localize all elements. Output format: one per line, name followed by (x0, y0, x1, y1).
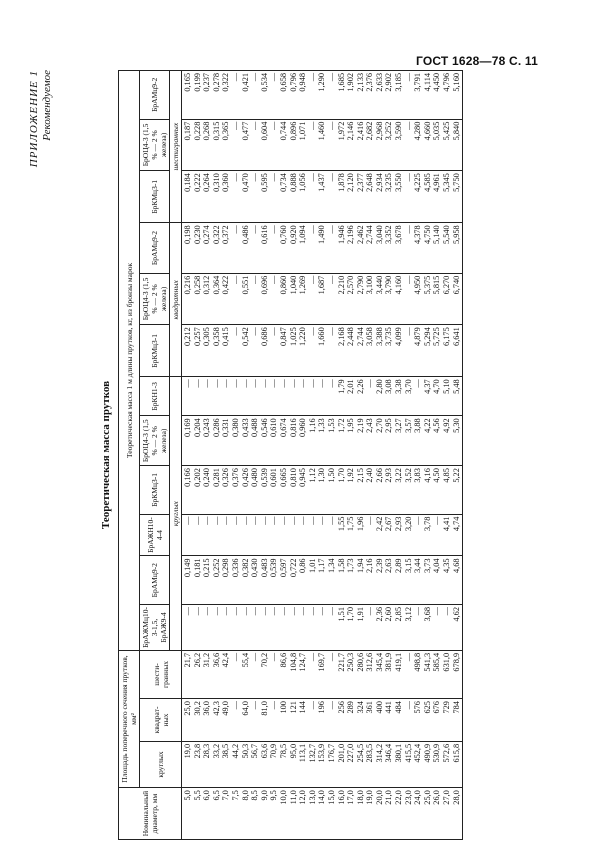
area-hex-header: шести-гранных (140, 650, 182, 698)
table-title: Теоретическая масса прутков (100, 380, 112, 530)
shape-round-header: круглых (170, 377, 182, 651)
mass-column: 0,212 0,257 0,305 0,358 0,415 — 0,542 — 0,686 — 0,847 1,025 1,220 — 1,660 — 2,168 2,448 2,744 3,058 3,388 3,735 4,099 — 4,879 5,294 5,725 6,175 6,641 (182, 325, 463, 377)
appendix-title: ПРИЛОЖЕНИЕ 1 (28, 70, 40, 168)
standard-header: ГОСТ 1628—78 С. 11 (415, 54, 538, 68)
grade-header: БрОЦ4-3 (1,5 % — 2 % железа) (140, 119, 170, 171)
mass-column: 0,184 0,222 0,264 0,310 0,360 — 0,470 — 0,595 — 0,734 0,888 1,056 — 1,437 — 1,878 2,120 2,377 2,648 2,934 3,235 3,550 — 4,225 4,585 4,961 5,345 5,750 (182, 171, 463, 223)
area-round-header: круглых (140, 741, 182, 787)
appendix-label (28, 70, 54, 200)
area-round-column: 19,0 23,8 28,3 33,2 38,5 44,2 50,3 56,7 63,6 70,9 78,5 95,0 113,1 132,7 153,9 176,7 201,0 227,0 254,5 283,5 314,2 346,4 380,1 415,5 452,4 490,9 530,9 572,6 615,8 (182, 741, 463, 787)
grade-header: БрКМц3-1 (140, 171, 170, 223)
area-square-header: квадрат-ных (140, 699, 182, 742)
nominal-diameter-header: Номинальный диаметр, мм (119, 788, 182, 840)
mass-column: 0,149 0,181 0,215 0,252 0,298 0,336 0,382 0,430 0,483 0,539 0,597 0,722 0,86 1,01 1,17 1,34 1,58 1,73 1,94 2,16 2,39 2,63 2,89 3,15 3,44 3,73 4,04 4,35 4,68 (182, 556, 463, 605)
grade-header: БрКН1-3 (140, 377, 170, 416)
grade-header: БрКМц3-1 (140, 325, 170, 377)
grade-header: БрАМц9-2 (140, 556, 170, 605)
mass-column: 0,165 0,199 0,237 0,278 0,322 — 0,421 — 0,534 — 0,658 0,796 0,948 — 1,290 — 1,685 1,902 2,133 2,376 2,633 2,902 3,185 — 3,791 4,114 4,450 4,796 5,160 (182, 71, 463, 120)
grade-header: БрАЖМц10-3-1,5, БрАЖ9-4 (140, 605, 170, 651)
area-square-column: 25,0 30,2 36,0 42,3 49,0 — 64,0 — 81,0 — 100 121 144 — 196 — 256 289 324 361 400 441 484 — 576 625 676 729 784 (182, 699, 463, 742)
mass-column: 0,198 0,230 0,274 0,322 0,372 — 0,486 — 0,616 — 0,760 0,920 1,094 — 1,490 — 1,946 2,196 2,462 2,744 3,040 3,352 3,678 — 4,378 4,750 5,140 5,540 5,958 (182, 223, 463, 273)
mass-column: — — — — — — — — — — — — — — — — 1,55 1,75 1,96 — 2,42 2,67 2,93 3,20 — 3,78 — 4,41 4,74 (182, 514, 463, 556)
grade-header: БрАМц9-2 (140, 71, 170, 120)
mass-group-header: Теоретическая масса 1 м длины прутков, кг, из бронзы марок (119, 71, 140, 651)
diameter-column: 5,0 5,5 6,0 6,5 7,0 7,5 8,0 8,5 9,0 9,5 10,0 11,0 12,0 13,0 14,0 15,0 16,0 17,0 18,0 19,0 20,0 21,0 22,0 23,0 24,0 25,0 26,0 27,0 28,0 (182, 788, 463, 840)
rotated-content (22, 70, 562, 840)
mass-column: 0,169 0,204 0,243 0,286 0,331 0,380 0,433 0,488 0,546 0,610 0,674 0,816 0,960 1,16 1,33 1,53 1,72 1,95 2,19 2,43 2,70 2,95 3,27 3,57 3,88 4,22 4,56 4,92 5,30 (182, 416, 463, 466)
mass-column: — — — — — — — — — — — — — — — — 1,79 2,01 2,26 — 2,80 3,08 3,38 3,70 — 4,37 4,70 5,10 5,48 (182, 377, 463, 416)
appendix-subtitle: Рекомендуемое (41, 70, 53, 141)
area-hex-column: 21,7 26,2 31,2 36,6 42,4 — 55,4 — 70,2 — 86,6 104,8 124,7 — 169,7 — 221,7 250,3 280,6 312,6 345,4 381,9 419,1 — 498,8 541,3 585,4 631,0 678,9 (182, 650, 463, 698)
shape-square-header: квадратных (170, 223, 182, 377)
grade-header: БрОЦ4-3 (1,5 % — 2 % железа) (140, 416, 170, 466)
mass-column: 0,216 0,258 0,312 0,364 0,422 — 0,551 — 0,696 — 0,860 1,040 1,269 — 1,687 — 2,210 2,570 2,790 3,100 3,440 3,790 4,160 — 4,950 5,375 5,815 6,270 6,740 (182, 273, 463, 325)
area-group-header: Площадь поперечного сечения прутков, мм² (119, 650, 140, 787)
grade-header: БрАЖН10-4-4 (140, 514, 170, 556)
mass-column: 0,187 0,228 0,268 0,315 0,365 — 0,477 — 0,604 — 0,744 0,896 1,071 — 1,460 — 1,972 2,146 2,416 2,682 2,968 3,252 3,590 — 4,280 4,660 5,035 5,425 5,840 (182, 119, 463, 171)
grade-header: БрОЦ4-3 (1,5 % — 2 % железа) (140, 273, 170, 325)
mass-column: — — — — — — — — — — — — — — — — 1,51 1,70 1,91 — 2,36 2,60 2,85 3,12 — 3,68 — — 4,62 (182, 605, 463, 651)
grade-header: БрКМц3-1 (140, 466, 170, 514)
shape-hex-header: шестигранных (170, 71, 182, 223)
mass-table (118, 70, 463, 840)
mass-column: 0,166 0,202 0,240 0,281 0,326 0,376 0,426 0,480 0,539 0,601 0,665 0,810 0,945 1,12 1,30 1,50 1,70 1,92 2,15 2,40 2,66 2,93 3,22 3,52 3,83 4,16 4,50 4,85 5,22 (182, 466, 463, 514)
grade-header: БрАМц9-2 (140, 223, 170, 273)
